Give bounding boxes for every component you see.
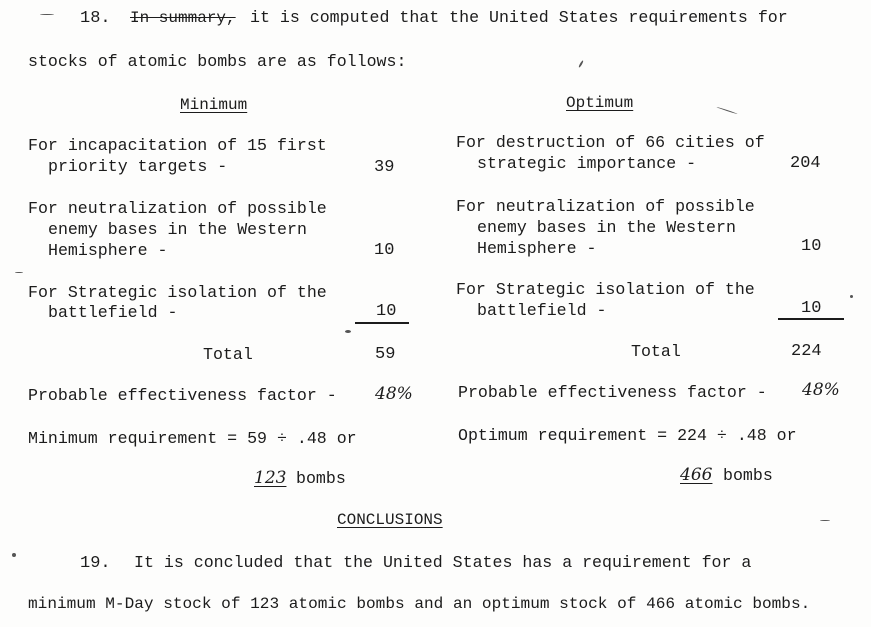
conclusions-heading: CONCLUSIONS <box>337 511 443 529</box>
minimum-item-2-line-2: enemy bases in the Western <box>48 220 307 239</box>
minimum-effectiveness-label: Probable effectiveness factor - <box>28 386 337 405</box>
optimum-sum-rule <box>778 318 844 320</box>
intro-line-1: it is computed that the United States requirements for <box>250 8 788 27</box>
optimum-item-1-line-2: strategic importance - <box>477 154 697 173</box>
minimum-total-value: 59 <box>375 345 396 364</box>
conclusions-line-1: It is concluded that the United States has a requirement for a <box>134 553 752 572</box>
minimum-item-1-value: 39 <box>374 158 395 177</box>
optimum-bombs-word: bombs <box>723 466 773 485</box>
intro-line-2: stocks of atomic bombs are as follows: <box>28 52 407 71</box>
optimum-item-2-line-2: enemy bases in the Western <box>477 218 736 237</box>
optimum-effectiveness-label: Probable effectiveness factor - <box>458 383 767 402</box>
paragraph-number-18: 18. <box>80 9 111 28</box>
optimum-total-value: 224 <box>791 342 822 361</box>
minimum-item-3-value: 10 <box>376 302 397 321</box>
optimum-item-2-line-3: Hemisphere - <box>477 239 597 258</box>
scan-mark <box>15 272 23 273</box>
minimum-item-2-line-1: For neutralization of possible <box>28 199 327 218</box>
minimum-item-3-line-1: For Strategic isolation of the <box>28 283 327 302</box>
scan-mark <box>578 60 584 68</box>
scan-mark <box>820 520 830 521</box>
minimum-heading: Minimum <box>180 96 248 114</box>
optimum-item-3-line-2: battlefield - <box>477 301 607 320</box>
minimum-item-1-line-1: For incapacitation of 15 first <box>28 136 327 155</box>
optimum-item-2-value: 10 <box>801 237 822 256</box>
optimum-item-3-value: 10 <box>801 299 822 318</box>
minimum-item-2-line-3: Hemisphere - <box>48 241 168 260</box>
minimum-item-3-line-2: battlefield - <box>48 303 178 322</box>
struck-text: In summary, <box>130 9 236 27</box>
minimum-total-label: Total <box>203 345 253 364</box>
optimum-heading: Optimum <box>566 94 634 112</box>
minimum-item-1-line-2: priority targets - <box>48 157 228 176</box>
minimum-bombs-number: 123 <box>254 468 287 488</box>
optimum-requirement-line: Optimum requirement = 224 ÷ .48 or <box>458 426 797 445</box>
optimum-item-1-value: 204 <box>790 154 821 173</box>
minimum-bombs-word: bombs <box>296 469 346 488</box>
optimum-item-3-line-1: For Strategic isolation of the <box>456 280 755 299</box>
optimum-total-label: Total <box>631 342 681 361</box>
optimum-item-1-line-1: For destruction of 66 cities of <box>456 133 765 152</box>
minimum-requirement-line: Minimum requirement = 59 ÷ .48 or <box>28 429 357 448</box>
paragraph-number-19: 19. <box>80 554 111 573</box>
minimum-sum-rule <box>355 322 409 324</box>
scan-mark <box>12 553 16 557</box>
optimum-bombs-number: 466 <box>680 465 713 485</box>
scan-mark <box>850 295 853 298</box>
optimum-effectiveness-value: 48% <box>802 380 840 400</box>
optimum-item-2-line-1: For neutralization of possible <box>456 197 755 216</box>
scan-mark <box>345 330 351 333</box>
minimum-effectiveness-value: 48% <box>375 384 413 404</box>
minimum-item-2-value: 10 <box>374 241 395 260</box>
scan-mark <box>40 14 54 15</box>
scan-mark <box>716 107 737 115</box>
conclusions-line-2: minimum M-Day stock of 123 atomic bombs and an optimum stock of 466 atomic bombs. <box>28 595 811 613</box>
